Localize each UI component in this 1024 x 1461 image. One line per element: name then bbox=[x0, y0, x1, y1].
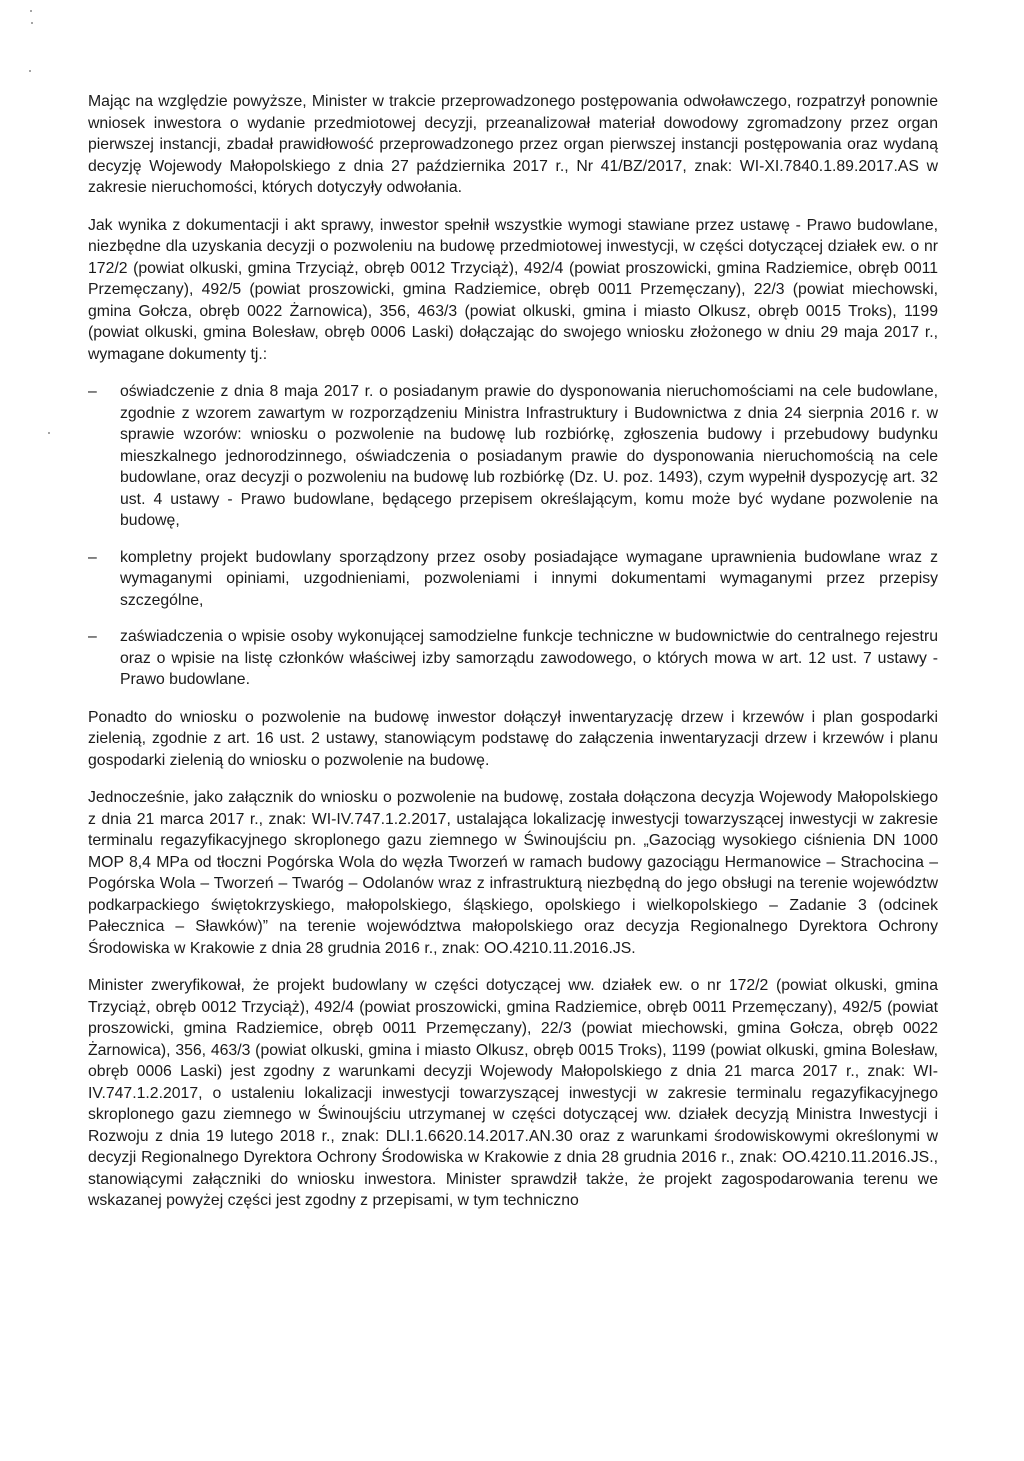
list-item-text: kompletny projekt budowlany sporządzony przez osoby posiadające wymagane uprawnienia budowlane wraz z wymaganymi opiniami, uzgodnieniami, pozwoleniami i innymi dokumentami wymaganymi przez przepisy szczególne, bbox=[120, 548, 938, 609]
required-documents-list bbox=[88, 381, 938, 691]
paragraph-1: Mając na względzie powyższe, Minister w trakcie przeprowadzonego postępowania odwoławczego, rozpatrzył ponownie wniosek inwestora o wydanie przedmiotowej decyzji, przeanalizował materiał dowodowy zgromadzony przez organ pierwszej instancji, zbadał prawidłowość przeprowadzonego przez organ pierwszej instancji postępowania oraz wydaną decyzję Wojewody Małopolskiego z dnia 27 października 2017 r., Nr 41/BZ/2017, znak: WI-XI.7840.1.89.2017.AS w zakresie nieruchomości, których dotyczyły odwołania. bbox=[88, 93, 938, 196]
dash-marker: – bbox=[88, 383, 97, 400]
list-item bbox=[88, 547, 938, 612]
dash-marker: – bbox=[88, 628, 97, 645]
scan-speck bbox=[30, 10, 32, 12]
scan-speck bbox=[48, 432, 50, 434]
list-item bbox=[88, 381, 938, 532]
list-item-text: oświadczenie z dnia 8 maja 2017 r. o posiadanym prawie do dysponowania nieruchomościami na cele budowlane, zgodnie z wzorem zawartym w rozporządzeniu Ministra Infrastruktury i Budownictwa z dnia 24 sierpnia 2016 r. w sprawie wzorów: wniosku o pozwolenie na budowę lub rozbiórkę, zgłoszenia budowy i przebudowy budynku mieszkalnego jednorodzinnego, oświadczenia o posiadanym prawie do dysponowania nieruchomością na cele budowlane, oraz decyzji o pozwoleniu na budowę lub rozbiórkę (Dz. U. poz. 1493), czym wypełnił dyspozycję art. 32 ust. 4 ustawy - Prawo budowlane, będącego przepisem określającym, komu może być wydane pozwolenie na budowę, bbox=[120, 383, 938, 529]
paragraph-5: Minister zweryfikował, że projekt budowlany w części dotyczącej ww. działek ew. o nr 172/2 (powiat olkuski, gmina Trzyciąż, obręb 0012 Trzyciąż), 492/4 (powiat proszowicki, gmina Radziemice, obręb 0011 Przemęczany), 492/5 (powiat proszowicki, gmina Radziemice, obręb 0011 Przemęczany), 22/3 (powiat miechowski, gmina Gołcza, obręb 0022 Żarnowica), 356, 463/3 (powiat olkuski, gmina i miasto Olkusz, obręb 0015 Troks), 1199 (powiat olkuski, gmina Bolesław, obręb 0006 Laski) jest zgodny z warunkami decyzji Wojewody Małopolskiego z dnia 21 marca 2017 r., znak: WI-IV.747.1.2.2017, o ustaleniu lokalizacji inwestycji towarzyszącej inwestycji w zakresie terminalu regazyfikacyjnego skroplonego gazu ziemnego w Świnoujściu utrzymanej w części dotyczącej ww. działek decyzją Ministra Inwestycji i Rozwoju z dnia 19 lutego 2018 r., znak: DLI.1.6620.14.2017.AN.30 oraz z warunkami środowiskowymi określonymi w decyzji Regionalnego Dyrektora Ochrony Środowiska w Krakowie z dnia 28 grudnia 2016 r., znak: OO.4210.11.2016.JS., stanowiącymi załączniki do wniosku inwestora. Minister sprawdził także, że projekt zagospodarowania terenu we wskazanej powyżej części jest zgodny z przepisami, w tym techniczno bbox=[88, 977, 938, 1209]
paragraph-2: Jak wynika z dokumentacji i akt sprawy, inwestor spełnił wszystkie wymogi stawiane przez ustawę - Prawo budowlane, niezbędne dla uzyskania decyzji o pozwoleniu na budowę przedmiotowej inwestycji, w części dotyczącej działek ew. o nr 172/2 (powiat olkuski, gmina Trzyciąż, obręb 0012 Trzyciąż), 492/4 (powiat proszowicki, gmina Radziemice, obręb 0011 Przemęczany), 492/5 (powiat proszowicki, gmina Radziemice, obręb 0011 Przemęczany), 22/3 (powiat miechowski, gmina Gołcza, obręb 0022 Żarnowica), 356, 463/3 (powiat olkuski, gmina i miasto Olkusz, obręb 0015 Troks), 1199 (powiat olkuski, gmina Bolesław, obręb 0006 Laski) dołączając do swojego wniosku złożonego w dniu 29 maja 2017 r., wymagane dokumenty tj.: bbox=[88, 216, 938, 363]
document-body bbox=[88, 91, 938, 1228]
dash-marker: – bbox=[88, 548, 97, 566]
scan-speck bbox=[29, 70, 31, 72]
paragraph-4: Jednocześnie, jako załącznik do wniosku o pozwolenie na budowę, została dołączona decyzja Wojewody Małopolskiego z dnia 21 marca 2017 r., znak: WI-IV.747.1.2.2017, ustalająca lokalizację inwestycji towarzyszącej inwestycji w zakresie terminalu regazyfikacyjnego skroplonego gazu ziemnego w Świnoujściu pn. „Gazociąg wysokiego ciśnienia DN 1000 MOP 8,4 MPa od tłoczni Pogórska Wola do węzła Tworzeń w ramach budowy gazociągu Hermanowice – Strachocina – Pogórska Wola – Tworzeń – Twaróg – Odolanów wraz z infrastrukturą niezbędną do jego obsługi na terenie województw podkarpackiego świętokrzyskiego, małopolskiego, śląskiego, opolskiego i wielkopolskiego – Zadanie 3 (odcinek Pałecznica – Sławków)” na terenie województwa małopolskiego oraz decyzja Regionalnego Dyrektora Ochrony Środowiska w Krakowie z dnia 28 grudnia 2016 r., znak: OO.4210.11.2016.JS. bbox=[88, 789, 938, 957]
scan-speck bbox=[31, 22, 33, 24]
paragraph-3: Ponadto do wniosku o pozwolenie na budowę inwestor dołączył inwentaryzację drzew i krzewów i plan gospodarki zielenią, zgodnie z art. 16 ust. 2 ustawy, stanowiącym podstawę do załączenia inwentaryzacji drzew i krzewów i planu gospodarki zielenią do wniosku o pozwolenie na budowę. bbox=[88, 708, 938, 769]
list-item bbox=[88, 626, 938, 691]
list-item-text: zaświadczenia o wpisie osoby wykonującej samodzielne funkcje techniczne w budownictwie do centralnego rejestru oraz o wpisie na listę członków właściwej izby samorządu zawodowego, o których mowa w art. 12 ust. 7 ustawy - Prawo budowlane. bbox=[120, 628, 938, 688]
